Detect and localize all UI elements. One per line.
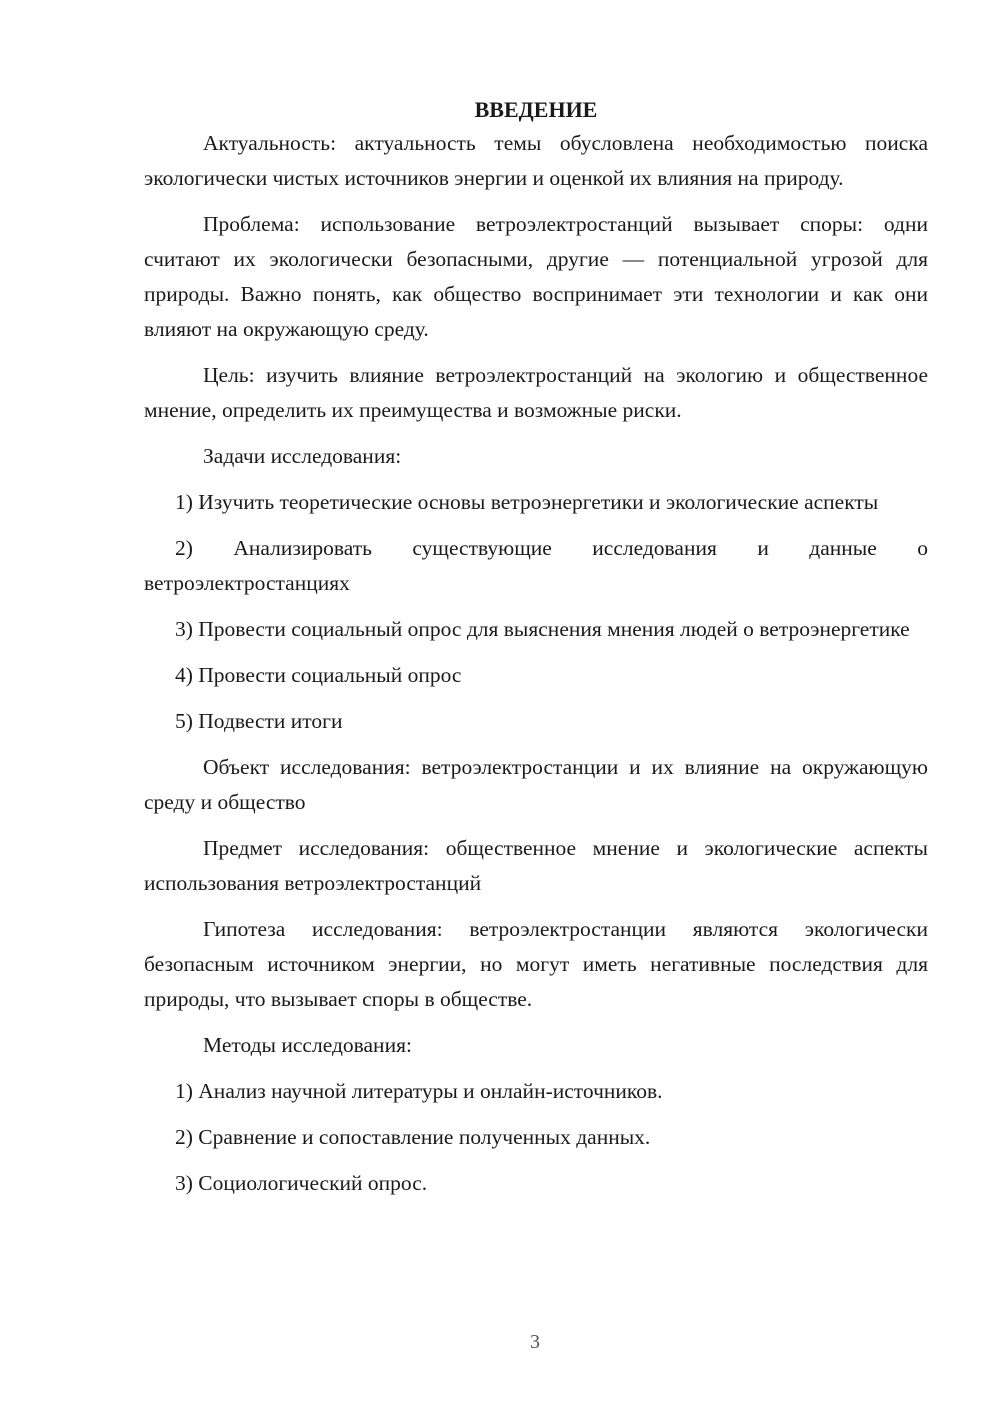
method-item: 3) Социологический опрос. [175, 1171, 428, 1195]
relevance-paragraph: Актуальность: актуальность темы обусловлена необходимостью поиска экологически чистых источников энергии и оценкой их влияния на природу. [144, 131, 928, 190]
object-paragraph: Объект исследования: ветроэлектростанции и их влияние на окружающую среду и общество [144, 755, 928, 814]
problem-paragraph: Проблема: использование ветроэлектростанций вызывает споры: одни считают их экологически безопасными, другие — потенциальной угрозой для природы. Важно понять, как общество воспринимает эти технологии и как они влияют на окружающую среду. [144, 212, 928, 341]
subject-paragraph: Предмет исследования: общественное мнение и экологические аспекты использования ветроэлектростанций [144, 836, 928, 895]
method-item: 1) Анализ научной литературы и онлайн-источников. [175, 1079, 663, 1103]
document-page [144, 92, 928, 1212]
hypothesis-paragraph: Гипотеза исследования: ветроэлектростанции являются экологически безопасным источником энергии, но могут иметь негативные последствия для природы, что вызывает споры в обществе. [144, 917, 928, 1011]
task-item: 4) Провести социальный опрос [175, 663, 462, 687]
page-title: ВВЕДЕНИЕ [474, 97, 598, 122]
task-item: 3) Провести социальный опрос для выяснения мнения людей о ветроэнергетике [175, 617, 910, 641]
tasks-heading: Задачи исследования: [203, 444, 402, 468]
task-item: 5) Подвести итоги [175, 709, 343, 733]
task-item: 1) Изучить теоретические основы ветроэнергетики и экологические аспекты [175, 490, 879, 514]
goal-paragraph: Цель: изучить влияние ветроэлектростанций на экологию и общественное мнение, определить их преимущества и возможные риски. [144, 363, 928, 422]
task-item: 2) Анализировать существующие исследования и данные о ветроэлектростанциях [144, 536, 928, 595]
page-number: 3 [530, 1331, 540, 1353]
methods-heading: Методы исследования: [203, 1033, 412, 1057]
method-item: 2) Сравнение и сопоставление полученных данных. [175, 1125, 651, 1149]
